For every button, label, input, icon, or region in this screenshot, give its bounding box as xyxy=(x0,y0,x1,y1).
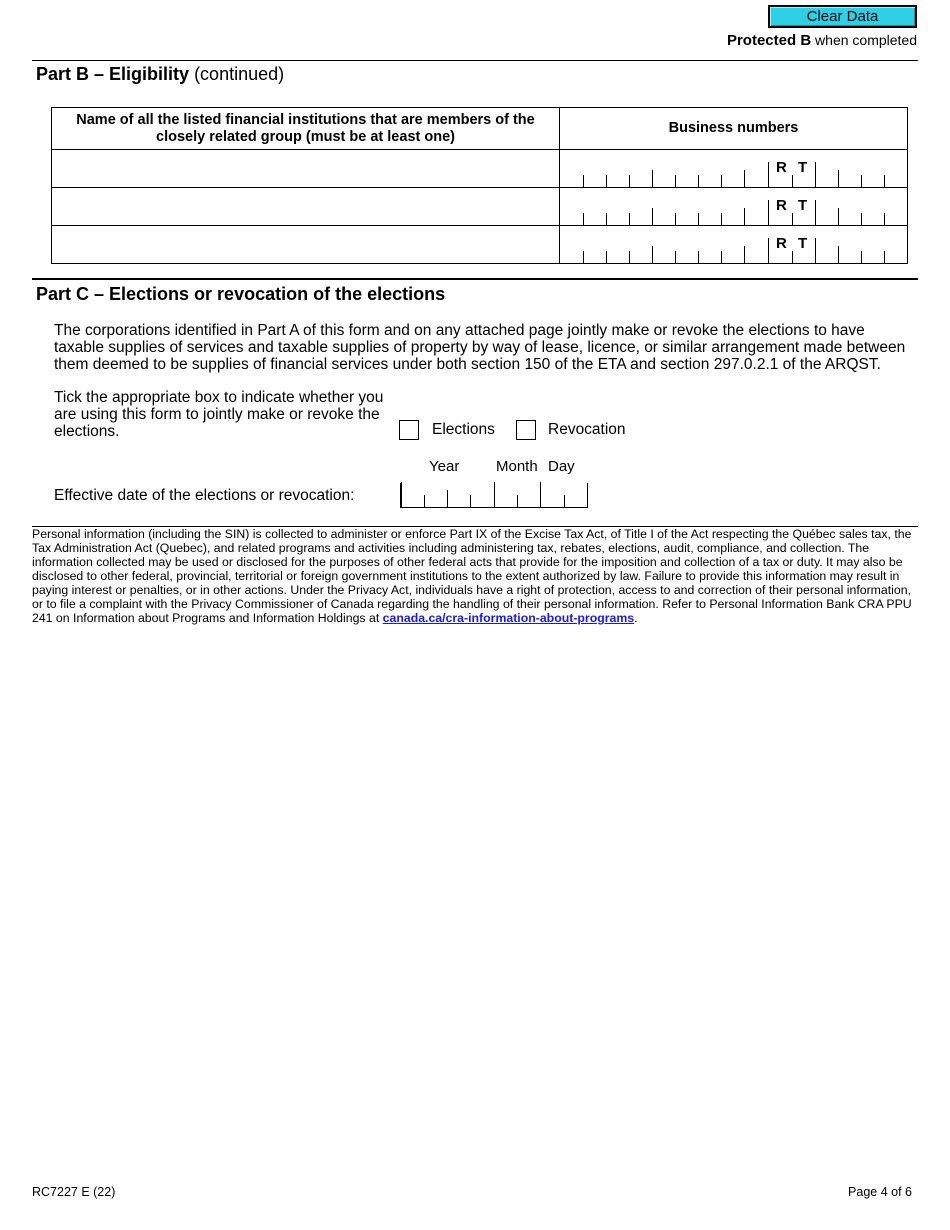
bn-tick xyxy=(629,251,630,263)
page-number: Page 4 of 6 xyxy=(848,1185,912,1199)
bn-tick xyxy=(838,170,839,187)
bn-tick xyxy=(583,251,584,263)
bn-tick xyxy=(652,170,653,187)
business-number-input[interactable] xyxy=(560,188,907,225)
bn-tick xyxy=(721,251,722,263)
bn-tick xyxy=(884,251,885,263)
protected-b-notice xyxy=(727,32,917,49)
table-row xyxy=(52,150,908,188)
table-row xyxy=(52,188,908,226)
privacy-notice xyxy=(32,527,918,625)
business-numbers-header: Business numbers xyxy=(560,108,908,150)
bn-tick xyxy=(583,213,584,225)
bn-tick xyxy=(675,175,676,187)
bn-tick xyxy=(815,200,816,225)
bn-tick xyxy=(744,208,745,225)
protected-b-label: Protected B xyxy=(726,32,812,49)
bn-t-label: T xyxy=(798,159,808,176)
bn-tick xyxy=(606,251,607,263)
bn-tick xyxy=(675,251,676,263)
bn-tick xyxy=(629,175,630,187)
part-c-title: Part C – Elections or revocation of the elections xyxy=(36,284,446,304)
part-b-title-text: Part B – Eligibility xyxy=(36,64,190,84)
bn-tick xyxy=(675,213,676,225)
bn-tick xyxy=(838,246,839,263)
date-tick xyxy=(564,495,565,507)
bn-tick xyxy=(629,213,630,225)
divider xyxy=(32,60,918,61)
revocation-checkbox[interactable] xyxy=(516,420,536,440)
institution-name-input[interactable] xyxy=(52,150,560,188)
bn-tick xyxy=(768,162,769,187)
date-tick xyxy=(494,482,495,507)
part-b-title xyxy=(36,64,284,85)
bn-tick xyxy=(861,251,862,263)
protected-b-suffix: when completed xyxy=(815,32,917,48)
privacy-end: . xyxy=(634,611,638,625)
bn-tick xyxy=(768,200,769,225)
effective-date-label: Effective date of the elections or revocation: xyxy=(54,487,355,504)
divider xyxy=(32,278,918,280)
effective-date-input[interactable] xyxy=(400,483,588,508)
bn-tick xyxy=(884,213,885,225)
institution-name-header: Name of all the listed financial institutions that are members of the closely related group (must be at least one) xyxy=(52,108,560,150)
bn-r-label: R xyxy=(776,197,787,214)
bn-tick xyxy=(698,213,699,225)
bn-tick xyxy=(652,208,653,225)
date-month-label: Month xyxy=(496,458,538,475)
bn-tick xyxy=(861,213,862,225)
bn-tick xyxy=(744,246,745,263)
bn-r-label: R xyxy=(776,235,787,252)
bn-tick xyxy=(652,246,653,263)
tick-instruction: Tick the appropriate box to indicate whether you are using this form to jointly make or revoke the elections. xyxy=(54,389,384,440)
date-tick xyxy=(447,490,448,507)
bn-tick xyxy=(792,213,793,225)
privacy-text: Personal information (including the SIN) is collected to administer or enforce Part IX of the Excise Tax Act, of Title I of the Act respecting the Québec sales tax, the Tax Administration Act (Quebec), and related programs and activities including administering tax, rebates, elections, audit, compliance, and collection. The information collected may be used or disclosed for the purposes of other federal acts that provide for the imposition and collection of a tax or duty. It may also be disclosed to other federal, provincial, territorial or foreign government institutions to the extent authorized by law. Failure to provide this information may result in paying interest or penalties, or in other actions. Under the Privacy Act, individuals have a right of protection, access to and correction of their personal information, or to file a complaint with the Privacy Commissioner of Canada regarding the handling of their personal information. Refer to Personal Information Bank CRA PPU 241 on Information about Programs and Information Holdings at xyxy=(32,527,912,625)
date-tick xyxy=(424,495,425,507)
bn-r-label: R xyxy=(776,159,787,176)
revocation-label: Revocation xyxy=(548,421,626,438)
bn-tick xyxy=(792,175,793,187)
bn-tick xyxy=(838,208,839,225)
bn-tick xyxy=(815,238,816,263)
bn-tick xyxy=(815,162,816,187)
bn-tick xyxy=(744,170,745,187)
elections-label: Elections xyxy=(432,421,495,438)
bn-tick xyxy=(698,175,699,187)
bn-tick xyxy=(698,251,699,263)
bn-tick xyxy=(768,238,769,263)
bn-tick xyxy=(606,175,607,187)
business-number-input[interactable] xyxy=(560,226,907,263)
bn-t-label: T xyxy=(798,197,808,214)
bn-tick xyxy=(792,251,793,263)
date-tick xyxy=(470,495,471,507)
part-c-paragraph: The corporations identified in Part A of this form and on any attached page jointly make or revoke the elections to have taxable supplies of services and taxable supplies of property by way of lease, licence, or similar arrangement made between them deemed to be supplies of financial services under both section 150 of the ETA and section 297.0.2.1 of the ARQST. xyxy=(54,322,906,373)
bn-tick xyxy=(721,175,722,187)
bn-tick xyxy=(583,175,584,187)
date-tick xyxy=(401,482,402,507)
clear-data-button[interactable]: Clear Data xyxy=(768,5,917,28)
cra-info-link[interactable]: canada.ca/cra-information-about-programs xyxy=(382,611,635,625)
bn-t-label: T xyxy=(798,235,808,252)
bn-tick xyxy=(861,175,862,187)
elections-checkbox[interactable] xyxy=(399,420,419,440)
table-row xyxy=(52,226,908,264)
bn-tick xyxy=(721,213,722,225)
institution-name-input[interactable] xyxy=(52,188,560,226)
date-tick xyxy=(540,482,541,507)
date-year-label: Year xyxy=(429,458,460,475)
financial-institutions-table xyxy=(51,107,908,264)
date-day-label: Day xyxy=(548,458,575,475)
institution-name-input[interactable] xyxy=(52,226,560,264)
form-identifier: RC7227 E (22) xyxy=(32,1185,116,1199)
bn-tick xyxy=(884,175,885,187)
part-b-title-suffix: (continued) xyxy=(194,64,285,84)
business-number-input[interactable] xyxy=(560,150,907,187)
date-tick xyxy=(517,495,518,507)
bn-tick xyxy=(606,213,607,225)
